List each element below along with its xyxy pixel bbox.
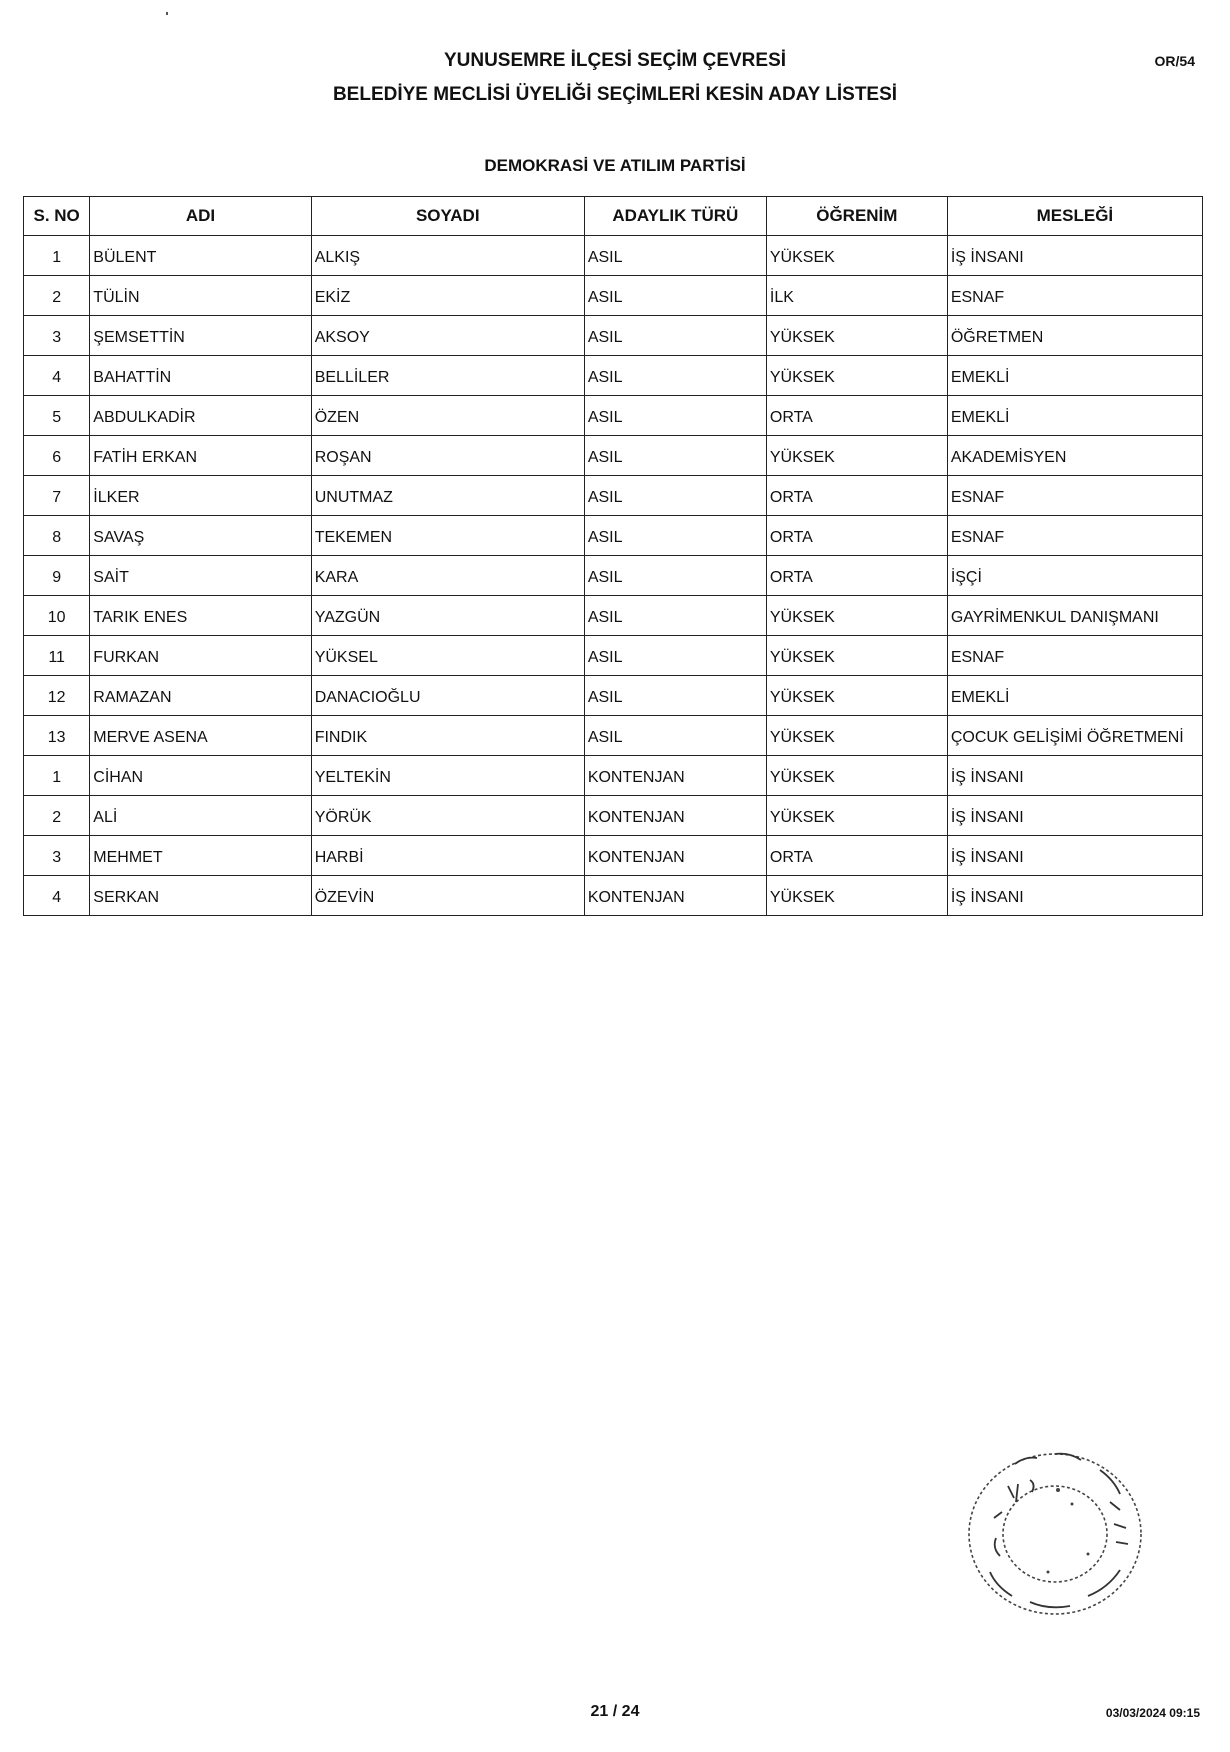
cell-profession: ESNAF [947, 636, 1202, 676]
cell-education: YÜKSEK [766, 436, 947, 476]
cell-sno: 12 [24, 676, 90, 716]
cell-candidacy-type: ASIL [584, 436, 766, 476]
document-title-line1: YUNUSEMRE İLÇESİ SEÇİM ÇEVRESİ [443, 50, 787, 71]
cell-sno: 4 [24, 876, 90, 916]
cell-education: YÜKSEK [766, 356, 947, 396]
table-row [24, 676, 1203, 716]
cell-candidacy-type: ASIL [584, 236, 766, 276]
cell-candidacy-type: ASIL [584, 356, 766, 396]
cell-surname: ALKIŞ [311, 236, 584, 276]
cell-education: ORTA [766, 516, 947, 556]
cell-education: ORTA [766, 476, 947, 516]
column-header-education: ÖĞRENİM [766, 197, 947, 236]
cell-profession: EMEKLİ [947, 676, 1202, 716]
cell-education: YÜKSEK [766, 756, 947, 796]
print-timestamp: 03/03/2024 09:15 [1105, 1706, 1200, 1720]
cell-education: YÜKSEK [766, 316, 947, 356]
cell-surname: ÖZEN [311, 396, 584, 436]
cell-sno: 6 [24, 436, 90, 476]
cell-surname: DANACIOĞLU [311, 676, 584, 716]
cell-name: BAHATTİN [90, 356, 311, 396]
table-row [24, 356, 1203, 396]
cell-name: SAVAŞ [90, 516, 311, 556]
cell-candidacy-type: ASIL [584, 596, 766, 636]
cell-candidacy-type: KONTENJAN [584, 756, 766, 796]
cell-surname: TEKEMEN [311, 516, 584, 556]
cell-candidacy-type: ASIL [584, 636, 766, 676]
cell-surname: BELLİLER [311, 356, 584, 396]
column-header-surname: SOYADI [311, 197, 584, 236]
cell-profession: İŞ İNSANI [947, 796, 1202, 836]
cell-education: YÜKSEK [766, 716, 947, 756]
table-row [24, 276, 1203, 316]
cell-education: YÜKSEK [766, 876, 947, 916]
candidate-table [23, 196, 1203, 916]
cell-name: İLKER [90, 476, 311, 516]
table-row [24, 716, 1203, 756]
cell-name: FATİH ERKAN [90, 436, 311, 476]
scan-mark [166, 12, 168, 15]
cell-profession: EMEKLİ [947, 356, 1202, 396]
column-header-sno: S. NO [24, 197, 90, 236]
column-header-name: ADI [90, 197, 311, 236]
cell-candidacy-type: ASIL [584, 676, 766, 716]
cell-surname: UNUTMAZ [311, 476, 584, 516]
document-reference: OR/54 [1154, 53, 1195, 69]
cell-candidacy-type: ASIL [584, 516, 766, 556]
table-row [24, 836, 1203, 876]
cell-profession: AKADEMİSYEN [947, 436, 1202, 476]
document-title-line2: BELEDİYE MECLİSİ ÜYELİĞİ SEÇİMLERİ KESİN ADAY LİSTESİ [332, 84, 898, 105]
cell-surname: ROŞAN [311, 436, 584, 476]
cell-name: TARIK ENES [90, 596, 311, 636]
cell-name: ŞEMSETTİN [90, 316, 311, 356]
cell-education: YÜKSEK [766, 636, 947, 676]
cell-candidacy-type: KONTENJAN [584, 796, 766, 836]
cell-surname: EKİZ [311, 276, 584, 316]
cell-sno: 1 [24, 756, 90, 796]
cell-name: ALİ [90, 796, 311, 836]
cell-education: YÜKSEK [766, 676, 947, 716]
official-seal-stamp [960, 1442, 1150, 1622]
cell-sno: 8 [24, 516, 90, 556]
cell-name: MEHMET [90, 836, 311, 876]
cell-name: SERKAN [90, 876, 311, 916]
cell-profession: İŞ İNSANI [947, 236, 1202, 276]
cell-sno: 5 [24, 396, 90, 436]
cell-education: YÜKSEK [766, 236, 947, 276]
cell-name: MERVE ASENA [90, 716, 311, 756]
cell-sno: 11 [24, 636, 90, 676]
cell-education: ORTA [766, 556, 947, 596]
party-name: DEMOKRASİ VE ATILIM PARTİSİ [484, 156, 746, 175]
table-row [24, 436, 1203, 476]
cell-profession: GAYRİMENKUL DANIŞMANI [947, 596, 1202, 636]
cell-name: ABDULKADİR [90, 396, 311, 436]
table-row [24, 596, 1203, 636]
table-row [24, 236, 1203, 276]
cell-education: YÜKSEK [766, 796, 947, 836]
cell-sno: 9 [24, 556, 90, 596]
cell-education: YÜKSEK [766, 596, 947, 636]
cell-surname: ÖZEVİN [311, 876, 584, 916]
cell-profession: İŞÇİ [947, 556, 1202, 596]
cell-name: RAMAZAN [90, 676, 311, 716]
cell-profession: İŞ İNSANI [947, 756, 1202, 796]
cell-sno: 3 [24, 836, 90, 876]
column-header-profession: MESLEĞİ [947, 197, 1202, 236]
cell-sno: 2 [24, 796, 90, 836]
table-row [24, 636, 1203, 676]
column-header-candidacy-type: ADAYLIK TÜRÜ [584, 197, 766, 236]
cell-sno: 4 [24, 356, 90, 396]
cell-profession: EMEKLİ [947, 396, 1202, 436]
table-header-row [24, 197, 1203, 236]
page-number: 21 / 24 [590, 1703, 640, 1720]
cell-candidacy-type: KONTENJAN [584, 876, 766, 916]
cell-candidacy-type: KONTENJAN [584, 836, 766, 876]
table-row [24, 396, 1203, 436]
candidate-table-body [24, 236, 1203, 916]
cell-sno: 10 [24, 596, 90, 636]
cell-surname: YELTEKİN [311, 756, 584, 796]
table-row [24, 476, 1203, 516]
cell-name: FURKAN [90, 636, 311, 676]
cell-surname: YAZGÜN [311, 596, 584, 636]
cell-candidacy-type: ASIL [584, 276, 766, 316]
cell-profession: ÇOCUK GELİŞİMİ ÖĞRETMENİ [947, 716, 1202, 756]
cell-education: İLK [766, 276, 947, 316]
cell-candidacy-type: ASIL [584, 396, 766, 436]
cell-sno: 3 [24, 316, 90, 356]
cell-surname: YÜKSEL [311, 636, 584, 676]
cell-surname: HARBİ [311, 836, 584, 876]
cell-candidacy-type: ASIL [584, 316, 766, 356]
cell-name: TÜLİN [90, 276, 311, 316]
cell-surname: YÖRÜK [311, 796, 584, 836]
cell-sno: 13 [24, 716, 90, 756]
cell-education: ORTA [766, 836, 947, 876]
cell-name: SAİT [90, 556, 311, 596]
cell-candidacy-type: ASIL [584, 556, 766, 596]
cell-candidacy-type: ASIL [584, 476, 766, 516]
cell-profession: İŞ İNSANI [947, 876, 1202, 916]
cell-name: CİHAN [90, 756, 311, 796]
cell-profession: ESNAF [947, 476, 1202, 516]
cell-profession: İŞ İNSANI [947, 836, 1202, 876]
cell-sno: 2 [24, 276, 90, 316]
cell-profession: ESNAF [947, 276, 1202, 316]
cell-sno: 1 [24, 236, 90, 276]
cell-candidacy-type: ASIL [584, 716, 766, 756]
table-row [24, 516, 1203, 556]
cell-profession: ÖĞRETMEN [947, 316, 1202, 356]
cell-surname: AKSOY [311, 316, 584, 356]
table-row [24, 756, 1203, 796]
cell-name: BÜLENT [90, 236, 311, 276]
cell-profession: ESNAF [947, 516, 1202, 556]
table-row [24, 316, 1203, 356]
cell-surname: FINDIK [311, 716, 584, 756]
table-row [24, 556, 1203, 596]
cell-sno: 7 [24, 476, 90, 516]
cell-surname: KARA [311, 556, 584, 596]
cell-education: ORTA [766, 396, 947, 436]
table-row [24, 876, 1203, 916]
table-row [24, 796, 1203, 836]
